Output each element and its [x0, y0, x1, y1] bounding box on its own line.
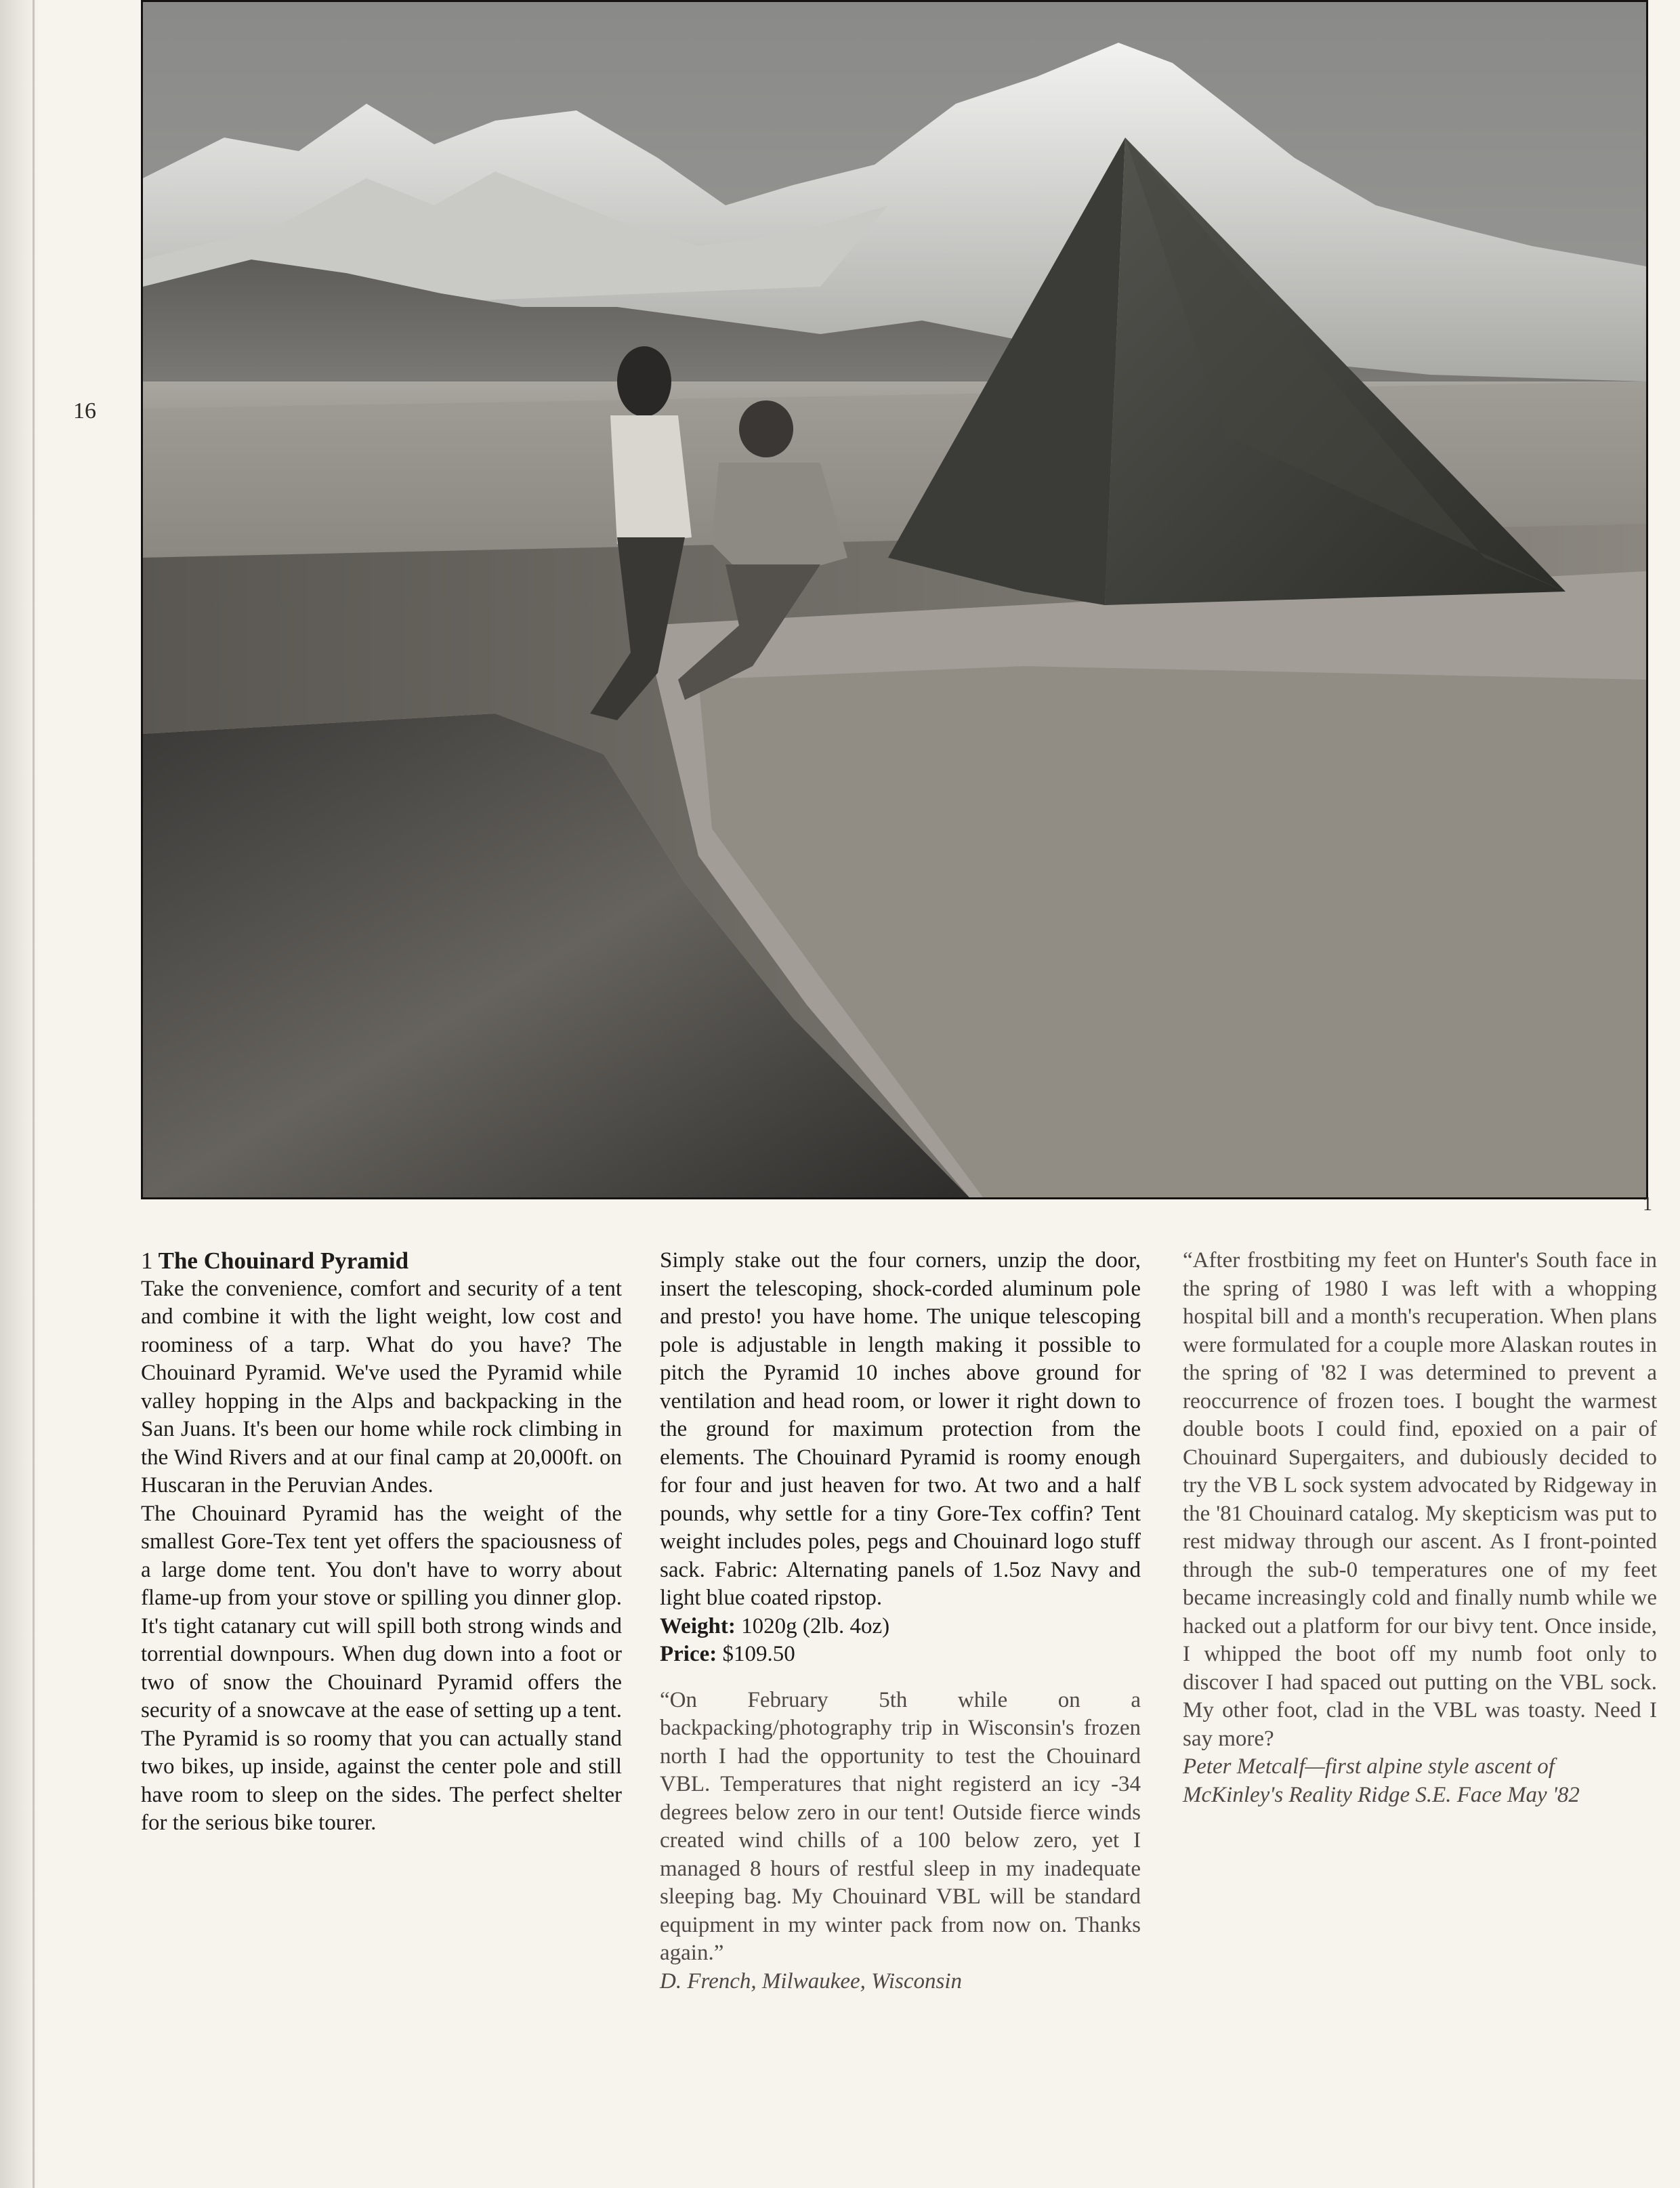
- product-description-column: [141, 1247, 622, 1838]
- product-heading: [141, 1247, 622, 1275]
- testimonial-attribution-1: D. French, Milwaukee, Wisconsin: [660, 1968, 963, 1994]
- price-line: [660, 1640, 1141, 1669]
- tent-photograph: [141, 0, 1648, 1199]
- weight-value: 1020g (2lb. 4oz): [741, 1613, 890, 1638]
- weight-line: [660, 1613, 1141, 1641]
- product-name: The Chouinard Pyramid: [158, 1247, 409, 1274]
- price-label: Price:: [660, 1642, 717, 1666]
- page-number: 16: [73, 398, 96, 424]
- weight-label: Weight:: [660, 1613, 736, 1638]
- testimonial-quote-2: “After frostbiting my feet on Hunter's South face in the spring of 1980 I was left with a whopping hospital bill and a month's recuperation. When plans were formulated for a couple more Alaskan routes in the spring of '82 I was determined to prevent a reoccurrence of frozen toes. I bought the warmest double boots I could find, epoxied on a pair of Chouinard Supergaiters, and dubiously decided to try the VB L sock system advocated by Ridgeway in the '81 Chouinard catalog. My skepticism was put to rest midway through our ascent. As I front-pointed through the sub-0 temperatures one of my feet became increasingly cold and finally numb while we hacked out a platform for our bivy tent. Once inside, I whipped the boot off my numb foot only to discover I had spaced out putting on the VBL sock. My other foot, clad in the VBL was toasty. Need I say more?: [1183, 1248, 1657, 1751]
- photo-caption-number: 1: [1643, 1194, 1652, 1215]
- testimonial-attribution-2: Peter Metcalf—first alpine style ascent of McKinley's Reality Ridge S.E. Face May '82: [1183, 1754, 1580, 1807]
- testimonial-column: [1183, 1247, 1657, 1809]
- testimonial-quote-1: “On February 5th while on a backpacking/photography trip in Wisconsin's frozen north I had the opportunity to test the Chouinard VBL. Temperatures that night registerd an icy -34 degrees below zero in our tent! Outside fierce winds created wind chills of a 100 below zero, yet I managed 8 hours of restful sleep in my inadequate sleeping bag. My Chouinard VBL will be standard equipment in my winter pack from now on. Thanks again.”: [660, 1687, 1141, 1965]
- product-number: 1: [141, 1247, 153, 1274]
- product-paragraph-1: Take the convenience, comfort and security of a tent and combine it with the light weight, low cost and roominess of a tarp. What do you have? The Chouinard Pyramid. We've used the Pyramid while valley hopping in the Alps and backpacking in the San Juans. It's been our home while rock climbing in the Wind Rivers and at our final camp at 20,000ft. on Huscaran in the Peruvian Andes.: [141, 1276, 622, 1498]
- product-details-column: [660, 1247, 1141, 1996]
- price-value: $109.50: [722, 1642, 795, 1666]
- page-binding-line: [33, 0, 35, 2188]
- product-paragraph-3: Simply stake out the four corners, unzip the door, insert the telescoping, shock-corded aluminum pole and presto! you have home. The unique telescoping pole is adjustable in length making it possible to pitch the Pyramid 10 inches above ground for ventilation and head room, or lower it right down to the ground for maximum protection from the elements. The Chouinard Pyramid is roomy enough for four and just heaven for two. At two and a half pounds, why settle for a tiny Gore-Tex coffin? Tent weight includes poles, pegs and Chouinard logo stuff sack. Fabric: Alternating panels of 1.5oz Navy and light blue coated ripstop.: [660, 1248, 1141, 1610]
- product-paragraph-2: The Chouinard Pyramid has the weight of the smallest Gore-Tex tent yet offers the spaciousness of a large dome tent. You don't have to worry about flame-up from your stove or spilling you dinner glop. It's tight catanary cut will spill both strong winds and torrential downpours. When dug down into a foot or two of snow the Chouinard Pyramid offers the security of a snowcave at the ease of setting up a tent. The Pyramid is so roomy that you can actually stand two bikes, up inside, against the center pole and still have room to sleep on the sides. The perfect shelter for the serious bike tourer.: [141, 1501, 622, 1835]
